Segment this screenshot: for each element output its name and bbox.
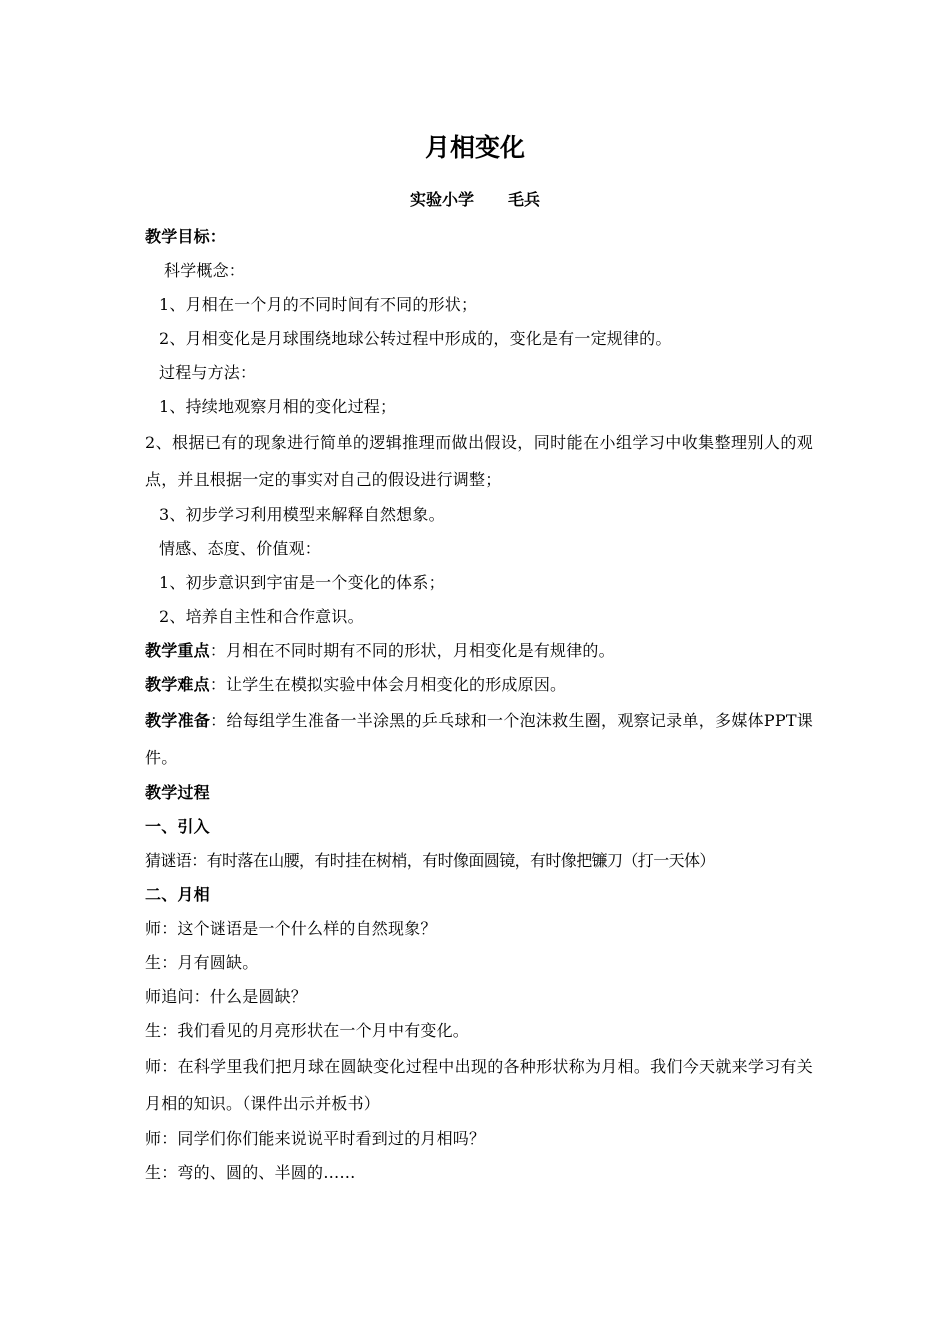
dialogue-line-2: 生：月有圆缺。	[145, 953, 259, 972]
preparation	[145, 702, 813, 776]
difficulty-text: ：让学生在模拟实验中体会月相变化的形成原因。	[209, 675, 567, 694]
process-label: 过程与方法：	[159, 363, 257, 382]
preparation-label: 教学准备	[145, 711, 211, 730]
difficulty-label: 教学难点	[145, 675, 210, 694]
document-title: 月相变化	[424, 133, 525, 162]
process-heading: 教学过程	[145, 783, 210, 802]
process-item-1: 1、持续地观察月相的变化过程；	[159, 397, 397, 416]
section-2-heading: 二、月相	[145, 885, 210, 904]
key-point-label: 教学重点	[145, 641, 210, 660]
key-point	[145, 634, 813, 668]
dialogue-line-5: 师：在科学里我们把月球在圆缺变化过程中出现的各种形状称为月相。我们今天就来学习有关月相的知识。（课件出示并板书）	[145, 1057, 813, 1113]
riddle-line: 猜谜语：有时落在山腰，有时挂在树梢，有时像面圆镜，有时像把镰刀（打一天体）	[145, 851, 715, 870]
objectives-heading: 教学目标：	[145, 227, 227, 246]
attitude-label: 情感、态度、价值观：	[159, 539, 322, 558]
dialogue-line-3: 师追问：什么是圆缺？	[145, 987, 308, 1006]
attitude-item-2: 2、培养自主性和合作意识。	[159, 607, 364, 626]
author-name: 毛兵	[508, 190, 541, 209]
process-item-3: 3、初步学习利用模型来解释自然想象。	[159, 505, 445, 524]
concept-label: 科学概念：	[164, 261, 246, 280]
dialogue-line-1: 师：这个谜语是一个什么样的自然现象？	[145, 919, 437, 938]
difficulty	[145, 668, 813, 702]
preparation-text: ：给每组学生准备一半涂黑的乒乓球和一个泡沫救生圈，观察记录单，多媒体PPT课件。	[145, 711, 813, 767]
process-item-2: 2、根据已有的现象进行简单的逻辑推理而做出假设，同时能在小组学习中收集整理别人的观点，并且根据一定的事实对自己的假设进行调整；	[145, 433, 813, 489]
dialogue-line-4: 生：我们看见的月亮形状在一个月中有变化。	[145, 1021, 470, 1040]
document-body	[145, 220, 813, 1190]
section-1-heading: 一、引入	[145, 817, 210, 836]
author-school: 实验小学	[409, 190, 474, 209]
attitude-item-1: 1、初步意识到宇宙是一个变化的体系；	[159, 573, 445, 592]
dialogue-line-7: 生：弯的、圆的、半圆的……	[145, 1163, 356, 1182]
concept-item-1: 1、月相在一个月的不同时间有不同的形状；	[159, 295, 478, 314]
dialogue-line-6: 师：同学们你们能来说说平时看到过的月相吗？	[145, 1129, 486, 1148]
key-point-text: ：月相在不同时期有不同的形状，月相变化是有规律的。	[209, 641, 615, 660]
author-line	[0, 186, 950, 214]
concept-item-2: 2、月相变化是月球围绕地球公转过程中形成的，变化是有一定规律的。	[159, 329, 672, 348]
